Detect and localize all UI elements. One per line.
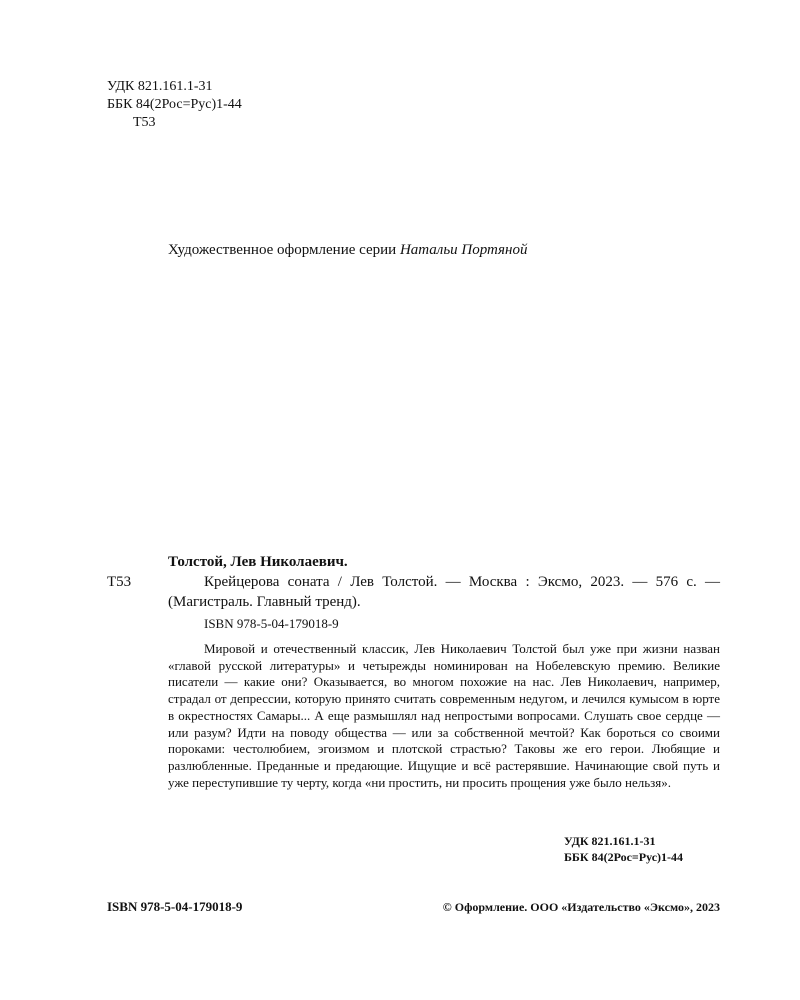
catalog-udk: УДК 821.161.1-31 [564, 834, 656, 848]
designer-name: Натальи Портяной [399, 242, 528, 258]
footer-isbn: ISBN 978-5-04-179018-9 [107, 899, 243, 914]
bibliographic-description: Крейцерова соната / Лев Толстой. — Москва : Эксмо, 2023. — 576 с. — (Магистраль. Главный тренд). [168, 574, 720, 610]
author-heading: Толстой, Лев Николаевич. [168, 554, 348, 570]
design-credit-prefix: Художественное оформление серии [168, 242, 400, 258]
catalog-classification [564, 833, 683, 865]
catalog-bbk: ББК 84(2Рос=Рус)1-44 [564, 850, 684, 864]
bbk-code: ББК 84(2Рос=Рус)1-44 [107, 97, 242, 112]
author-mark: Т53 [133, 115, 156, 130]
book-annotation: Мировой и отечественный классик, Лев Николаевич Толстой был уже при жизни назван «главой русской литературы» и четырежды номинирован на Нобелевскую премию. Великие писатели — какие они? Оказывается, во многом похожие на нас. Лев Николаевич, например, страдал от депрессии, которую принято считать современным недугом, и лечился кумысом в юрте в окрестностях Самары... А еще размышлял над непростыми вопросами. Слушать свое сердце — или разум? Идти на поводу общества — или за собственной мечтой? Как бороться со своими пороками: честолюбием, эгоизмом и плотской страстью? Таковы же его герои. Любящие и разлюбленные. Преданные и предающие. Ищущие и всё растерявшие. Начинающие свой путь и уже переступившие ту черту, когда «ни простить, ни просить прощения уже было нельзя». [168, 641, 720, 790]
copyright-notice: © Оформление. ООО «Издательство «Эксмо», 2023 [442, 900, 720, 914]
catalog-isbn: ISBN 978-5-04-179018-9 [204, 616, 339, 631]
udk-code: УДК 821.161.1-31 [107, 79, 213, 94]
catalog-author-mark: Т53 [107, 574, 132, 590]
series-design-credit [168, 240, 527, 260]
